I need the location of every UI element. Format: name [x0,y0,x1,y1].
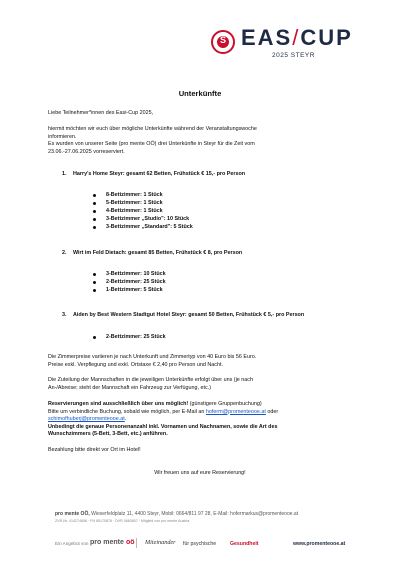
hotel-number: 2. [62,250,67,256]
bullet-icon [93,194,96,197]
email-link-schimofhuber[interactable]: schimofhuberj@promenteooe.at [48,416,125,422]
allocation-line-2: An-/Abreise; steht der Mannschaft ein Fahrzeug zur Verfügung, etc.) [48,384,212,391]
reservation-line-3: schimofhuberj@promenteooe.at. [48,416,127,422]
room-item: 1-Bettzimmer: 5 Stück [106,287,163,293]
hotel-title: Harry's Home Steyr: gesamt 62 Betten, Frühstück € 15,- pro Person [73,171,246,177]
room-item: 2-Bettzimmer: 25 Stück [106,334,166,340]
room-item: 8-Bettzimmer: 1 Stück [106,192,163,198]
page-title: Unterkünfte [178,89,222,98]
bullet-icon [93,202,96,205]
miteinander-logo: Miteinander [145,539,176,546]
footer-angebot: Ein Angebot von [55,541,89,546]
reservation-line-5: Wunschzimmers (5-Bett, 3-Bett, etc.) anführen. [48,431,168,437]
hotel-number: 3. [62,312,67,318]
payment-note: Bezahlung bitte direkt vor Ort im Hotel! [48,447,141,453]
allocation-line-1: Die Zuteilung der Mannschaften in die jeweiligen Unterkünfte erfolgt über uns (je nach [48,377,253,383]
reservation-line-4: Unbedingt die genaue Personenanzahl inkl. Vornamen und Nachnamen, sowie die Art des [48,423,278,430]
footer-website-link[interactable]: www.promenteooe.at [293,541,346,547]
reservation-line-2: Bitte um verbindliche Buchung, sobald wie möglich, per E-Mail an hoferm@promenteooe.at oder [48,408,279,415]
bullet-icon [93,336,96,339]
footer-divider [136,538,137,548]
intro-line-3: Es wurden von unserer Seite (pro mente OÖ) drei Unterkünfte in Steyr für die Zeit vom [48,141,255,147]
prices-line-2: Preise exkl. Verpflegung und exkl. Ortstaxe € 2,40 pro Person und Nacht. [48,361,223,368]
closing-line: Wir freuen uns auf eure Reservierung! [154,470,246,476]
footer-contact: pro mente OÖ, Wieserfeldplatz 11, 4400 Steyr, Mobil: 0664/811 97 28, E-Mail: hofermarkus@promenteooe.at [55,511,299,517]
greeting: Liebe Teilnehmer*innen des Easi-Cup 2025, [48,110,154,116]
intro-line-1: hiermit möchten wir euch über mögliche Unterkünfte während der Veranstaltungswoche [48,126,257,132]
logo-subtitle: 2025 STEYR [272,52,315,59]
bullet-icon [93,289,96,292]
intro-line-2: informieren. [48,133,77,140]
footer-legal: ZVR-Nr. 414274658 · FN 85170878 · DVR 0660807 · Mitglied von pro mente Austria [55,519,190,523]
room-item: 3-Bettzimmer: 10 Stück [106,271,166,277]
bullet-icon [93,273,96,276]
reservation-line-1: Reservierungen sind ausschließlich über uns möglich! (günstigere Gruppenbuchung) [48,401,262,407]
bullet-icon [93,281,96,284]
pro-mente-oo-logo: oö [126,539,135,546]
room-item: 3-Bettzimmer „Standard": 5 Stück [106,224,193,230]
footer-slogan: für psychische [183,541,217,547]
hotel-title: Wirt im Feld Dietach: gesamt 85 Betten, Frühstück € 8, pro Person [73,250,243,256]
prices-line-1: Die Zimmerpreise variieren je nach Unterkunft und Zimmertyp von 40 Euro bis 56 Euro. [48,354,257,360]
pro-mente-logo: pro mente [90,539,124,546]
bullet-icon [93,218,96,221]
room-item: 5-Bettzimmer: 1 Stück [106,200,163,206]
hotel-title: Aiden by Best Western Stadtgut Hotel Steyr: gesamt 50 Betten, Frühstück € 5,- pro Person [73,312,305,318]
room-item: 2-Bettzimmer: 25 Stück [106,279,166,285]
bullet-icon [93,226,96,229]
room-item: 4-Bettzimmer: 1 Stück [106,208,163,214]
hotel-number: 1. [62,171,67,177]
footer-slogan-accent: Gesundheit [230,541,259,547]
room-item: 3-Bettzimmer „Studio": 10 Stück [106,216,190,222]
easi-cup-logo: EAS/CUP [241,25,353,50]
intro-line-4: 23.06.-27.06.2025 vorreserviert. [48,148,125,155]
bullet-icon [93,210,96,213]
easi-cup-emblem-icon: S [211,30,235,54]
email-link-hofer[interactable]: hoferm@promenteooe.at [205,408,266,415]
